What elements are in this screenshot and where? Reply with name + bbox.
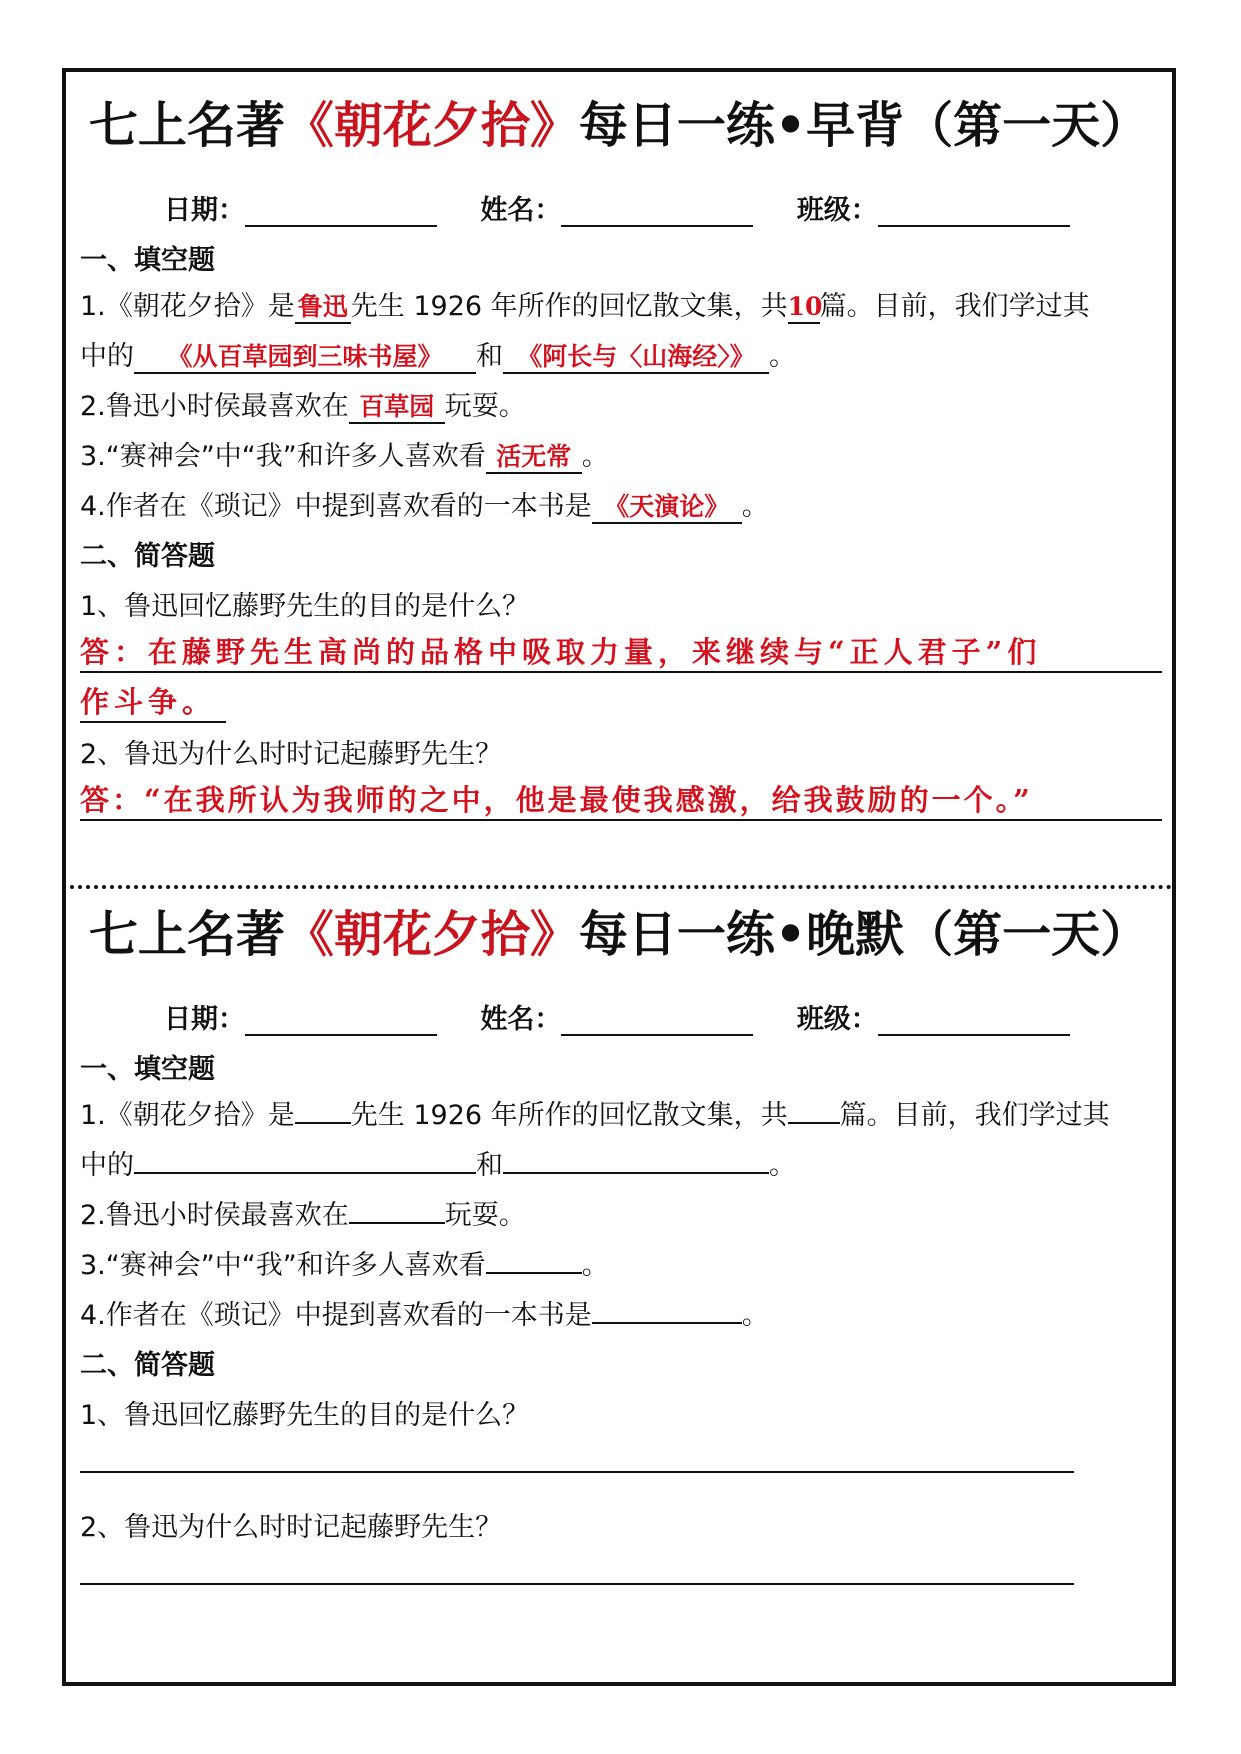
morning-q1-line2: 中的 《从百草园到三味书屋》 和 《阿长与〈山海经〉》 。 xyxy=(80,341,796,372)
class-label: 班级： xyxy=(796,1004,878,1035)
morning-sq2: 2、鲁迅为什么时时记起藤野先生？ xyxy=(80,739,503,770)
morning-q1-line1: 1.《朝花夕拾》是 鲁迅 先生 1926 年所作的回忆散文集，共10篇。目前，我们学过其 xyxy=(80,291,1090,322)
answer-essay2: 《阿长与〈山海经〉》 xyxy=(503,342,769,374)
evening-q3: 3.“赛神会”中“我”和许多人喜欢看 。 xyxy=(80,1250,609,1281)
morning-sq1-answer-line1: 答：在藤野先生高尚的品格中吸取力量，来继续与“正人君子”们 xyxy=(80,630,1162,673)
date-field[interactable] xyxy=(245,197,437,227)
morning-section2-heading: 二、简答题 xyxy=(80,541,215,572)
morning-q4: 4.作者在《琐记》中提到喜欢看的一本书是 《天演论》 。 xyxy=(80,491,769,522)
answer-line-sq1[interactable] xyxy=(80,1471,1074,1473)
evening-section2-heading: 二、简答题 xyxy=(80,1350,215,1381)
blank-essay2[interactable] xyxy=(503,1148,769,1174)
answer-line-sq2[interactable] xyxy=(80,1583,1074,1585)
evening-book-title: 《朝花夕拾》 xyxy=(284,906,579,963)
answer-show: 活无常 xyxy=(486,442,582,474)
blank-book[interactable] xyxy=(592,1298,742,1324)
answer-essay1: 《从百草园到三味书屋》 xyxy=(134,342,476,374)
evening-q2: 2.鲁迅小时侯最喜欢在 玩耍。 xyxy=(80,1200,526,1231)
evening-sq2: 2、鲁迅为什么时时记起藤野先生？ xyxy=(80,1512,503,1543)
worksheet-frame xyxy=(62,68,1176,1686)
morning-book-title: 《朝花夕拾》 xyxy=(284,97,579,154)
answer-book: 《天演论》 xyxy=(592,492,742,524)
date-label: 日期： xyxy=(164,1004,245,1035)
name-label: 姓名： xyxy=(480,1004,562,1035)
evening-sq1: 1、鲁迅回忆藤野先生的目的是什么？ xyxy=(80,1400,530,1431)
morning-title: 七上名著《朝花夕拾》每日一练•早背（第一天） xyxy=(88,97,1150,154)
class-label: 班级： xyxy=(796,195,878,226)
name-label: 姓名： xyxy=(480,195,562,226)
date-label: 日期： xyxy=(164,195,245,226)
evening-title: 七上名著《朝花夕拾》每日一练•晚默（第一天） xyxy=(88,906,1150,963)
evening-q4: 4.作者在《琐记》中提到喜欢看的一本书是 。 xyxy=(80,1300,769,1331)
morning-section1-heading: 一、填空题 xyxy=(80,245,215,276)
morning-sq1-answer-line2: 作斗争。 xyxy=(80,680,226,723)
name-field[interactable] xyxy=(561,1006,753,1036)
section-divider xyxy=(70,885,1172,889)
evening-q1-line1: 1.《朝花夕拾》是 先生 1926 年所作的回忆散文集，共 篇。目前，我们学过其 xyxy=(80,1100,1110,1131)
name-field[interactable] xyxy=(561,197,753,227)
class-field[interactable] xyxy=(878,197,1070,227)
blank-count[interactable] xyxy=(788,1098,840,1124)
date-field[interactable] xyxy=(245,1006,437,1036)
morning-sq1: 1、鲁迅回忆藤野先生的目的是什么？ xyxy=(80,591,530,622)
answer-place: 百草园 xyxy=(349,392,445,424)
morning-info-row xyxy=(164,188,1104,227)
evening-q1-line2: 中的 和 。 xyxy=(80,1150,796,1181)
blank-essay1[interactable] xyxy=(134,1148,476,1174)
morning-section xyxy=(66,90,1172,817)
morning-sq2-answer: 答：“在我所认为我师的之中，他是最使我感激，给我鼓励的一个。” xyxy=(80,778,1162,821)
class-field[interactable] xyxy=(878,1006,1070,1036)
morning-q3: 3.“赛神会”中“我”和许多人喜欢看 活无常 。 xyxy=(80,441,609,472)
answer-count: 10 xyxy=(788,292,820,324)
blank-author[interactable] xyxy=(295,1098,351,1124)
evening-info-row xyxy=(164,997,1104,1036)
evening-section1-heading: 一、填空题 xyxy=(80,1054,215,1085)
blank-place[interactable] xyxy=(349,1198,445,1224)
morning-q2: 2.鲁迅小时侯最喜欢在 百草园 玩耍。 xyxy=(80,391,526,422)
evening-section xyxy=(66,899,1172,1543)
blank-show[interactable] xyxy=(486,1248,582,1274)
answer-author: 鲁迅 xyxy=(295,292,351,324)
